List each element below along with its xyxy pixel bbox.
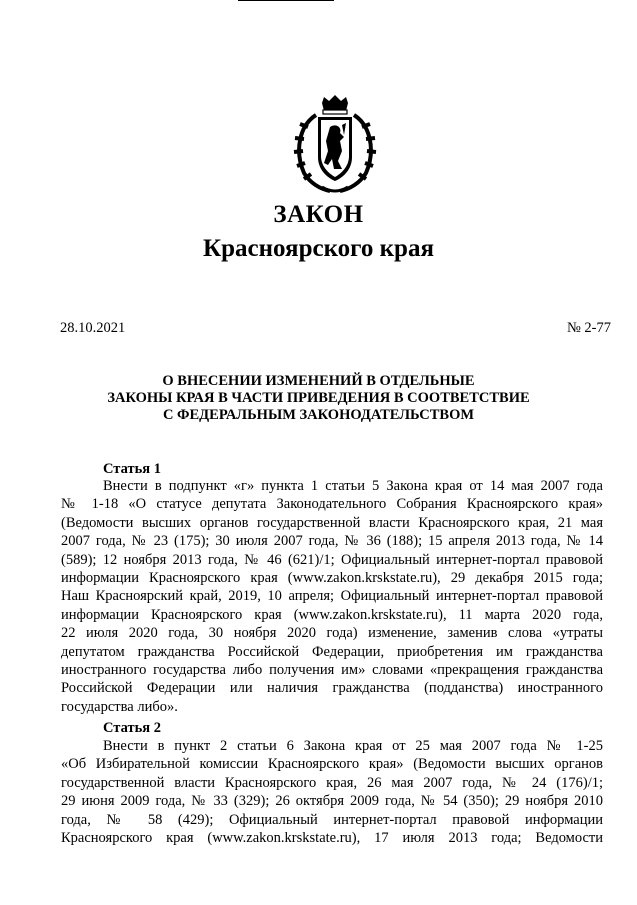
text-line: 2007 года, № 23 (175); 30 июля 2007 года, № 36 (188); 15 апреля 2013 года, № 14 [61, 533, 603, 550]
text-line: государственной власти Красноярского края, 26 мая 2007 года, № 24 (176)/1; [61, 774, 603, 791]
text-line: 22 июля 2020 года, 30 ноября 2020 года) изменение, заменив слова «утраты [61, 625, 603, 642]
text-line: года, № 58 (429); Официальный интернет-портал правовой информации [61, 811, 603, 828]
text-line: (589); 12 ноября 2013 года, № 46 (621)/1; Официальный интернет-портал правовой [61, 551, 603, 568]
text-line: информации Красноярского края (www.zakon.krskstate.ru), 11 марта 2020 года, [61, 606, 603, 623]
text-line: (Ведомости высших органов государственной власти Красноярского края, 21 мая [61, 514, 603, 531]
text-line: Внести в подпункт «г» пункта 1 статьи 5 Закона края от 14 мая 2007 года [103, 478, 603, 494]
text-line: иностранного государства либо получения им» словами «прекращения гражданства [61, 661, 603, 678]
law-title-line: С ФЕДЕРАЛЬНЫМ ЗАКОНОДАТЕЛЬСТВОМ [162, 407, 475, 423]
text-line: Внести в пункт 2 статьи 6 Закона края от 25 мая 2007 года № 1-25 [103, 738, 603, 754]
header-rule [238, 0, 334, 1]
text-line: Российской Федерации или наличия гражданства (подданства) иностранного [61, 680, 603, 697]
text-line: государства либо». [61, 698, 178, 715]
text-line: Наш Красноярский край, 2019, 10 апреля; Официальный интернет-портал правовой [61, 588, 603, 605]
coat-of-arms-icon [286, 95, 384, 195]
law-title-line: О ВНЕСЕНИИ ИЗМЕНЕНИЙ В ОТДЕЛЬНЫЕ [162, 373, 475, 389]
text-line: Красноярского края (www.zakon.krskstate.ru), 17 июля 2013 года; Ведомости [61, 829, 603, 846]
article-1-text [61, 477, 603, 716]
text-line: № 1-18 «О статусе депутата Законодательного Собрания Красноярского края» [61, 496, 603, 513]
law-number: № 2-77 [566, 320, 611, 336]
document-subtitle: Красноярского края [203, 235, 434, 262]
article-2-heading: Статья 2 [103, 720, 161, 736]
law-title-line: ЗАКОНЫ КРАЯ В ЧАСТИ ПРИВЕДЕНИЯ В СООТВЕТСТВИЕ [107, 390, 530, 406]
article-1-heading: Статья 1 [103, 461, 161, 477]
text-line: информации Красноярского края (www.zakon.krskstate.ru), 29 декабря 2015 года; [61, 569, 603, 586]
document-type: ЗАКОН [273, 201, 364, 228]
text-line: 29 июня 2009 года, № 33 (329); 26 октября 2009 года, № 54 (350); 29 ноября 2010 [61, 793, 603, 810]
text-line: депутатом гражданства Российской Федерации, приобретения им гражданства [61, 643, 603, 660]
law-title [0, 373, 637, 424]
text-line: «Об Избирательной комиссии Красноярского края» (Ведомости высших органов [61, 756, 603, 773]
law-date: 28.10.2021 [60, 320, 126, 336]
article-2-text [61, 737, 603, 847]
